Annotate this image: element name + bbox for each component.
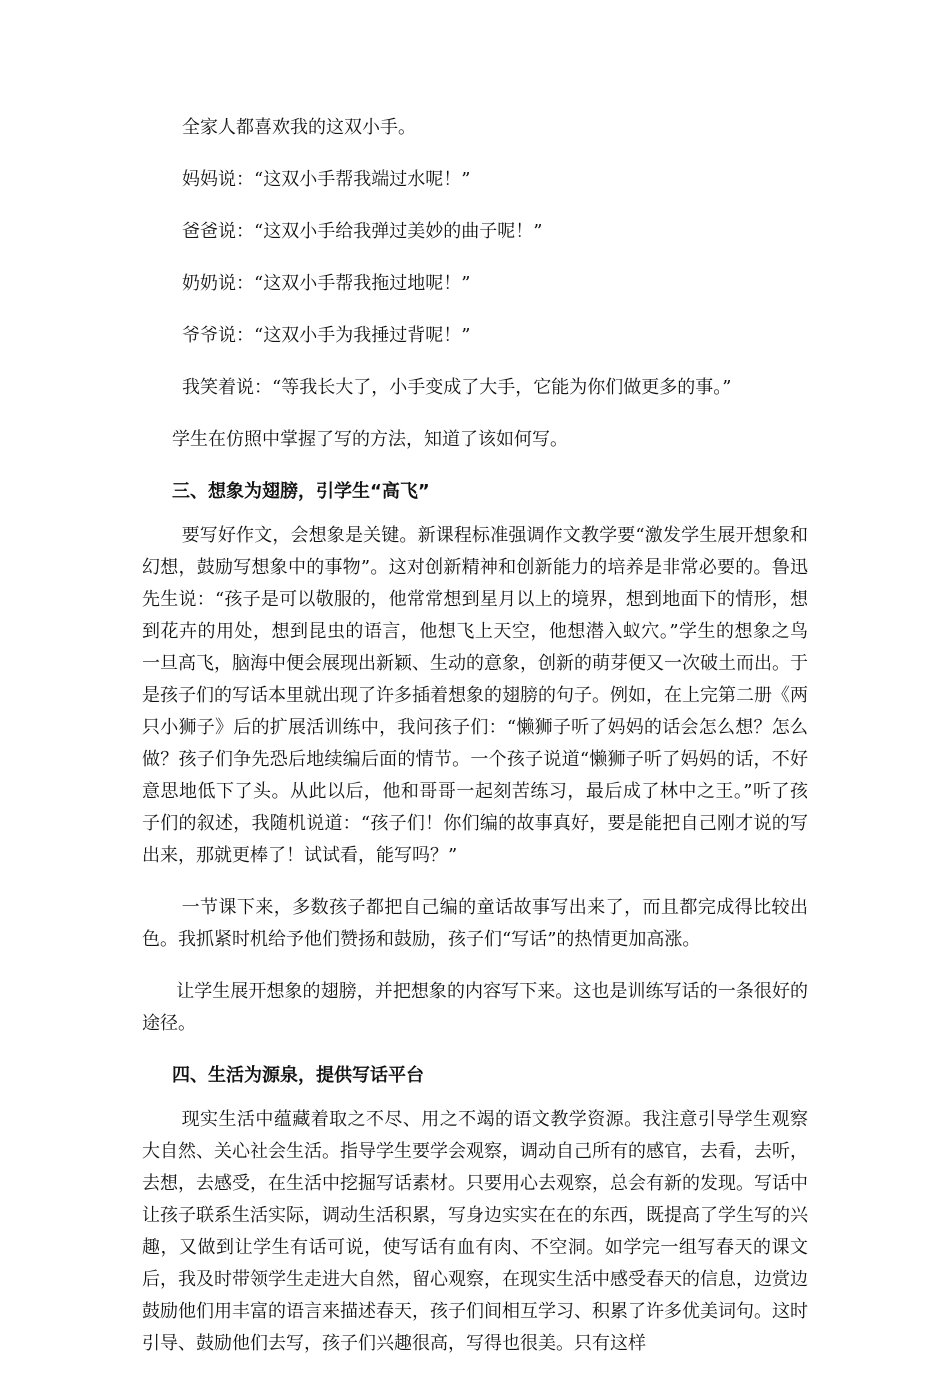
section-heading: 三、想象为翅膀，引学生“高飞” [172,481,430,502]
paragraph: 让学生展开想象的翅膀，并把想象的内容写下来。这也是训练写话的一条很好的途径。 [142,981,808,1034]
dialog-line: 奶奶说：“这双小手帮我拖过地呢！” [182,273,471,294]
dialog-line: 爸爸说：“这双小手给我弹过美妙的曲子呢！” [182,221,543,242]
summary-line: 学生在仿照中掌握了写的方法，知道了该如何写。 [172,429,568,450]
paragraph: 要写好作文，会想象是关键。新课程标准强调作文教学要“激发学生展开想象和幻想，鼓励写想象中的事物”。这对创新精神和创新能力的培养是非常必要的。鲁迅先生说：“孩子是可以敬服的，他常常想到星月以上的境界，想到地面下的情形，想到花卉的用处，想到昆虫的语言，他想飞上天空，他想潜入蚁穴。”学生的想象之鸟一旦高飞，脑海中便会展现出新颖、生动的意象，创新的萌芽便又一次破土而出。于是孩子们的写话本里就出现了许多插着想象的翅膀的句子。例如，在上完第二册《两只小狮子》后的扩展活训练中，我问孩子们：“懒狮子听了妈妈的话会怎么想？怎么做？孩子们争先恐后地续编后面的情节。一个孩子说道“懒狮子听了妈妈的话，不好意思地低下了头。从此以后，他和哥哥一起刻苦练习，最后成了林中之王。”听了孩子们的叙述，我随机说道：“孩子们！你们编的故事真好，要是能把自己刚才说的写出来，那就更棒了！试试看，能写吗？” [142,525,808,866]
paragraph: 现实生活中蕴藏着取之不尽、用之不竭的语文教学资源。我注意引导学生观察大自然、关心社会生活。指导学生要学会观察，调动自己所有的感官，去看，去听，去想，去感受，在生活中挖掘写话素材。只要用心去观察，总会有新的发现。写话中让孩子联系生活实际，调动生活积累，写身边实实在在的东西，既提高了学生写的兴趣，又做到让学生有话可说，使写话有血有肉、不空洞。如学完一组写春天的课文后，我及时带领学生走进大自然，留心观察，在现实生活中感受春天的信息，边赏边鼓励他们用丰富的语言来描述春天，孩子们间相互学习、积累了许多优美词句。这时引导、鼓励他们去写，孩子们兴趣很高，写得也很美。只有这样 [142,1109,808,1354]
dialog-line: 全家人都喜欢我的这双小手。 [182,117,416,138]
section-heading: 四、生活为源泉，提供写话平台 [172,1065,424,1086]
paragraph: 一节课下来，多数孩子都把自己编的童话故事写出来了，而且都完成得比较出色。我抓紧时机给予他们赞扬和鼓励，孩子们“写话”的热情更加高涨。 [142,897,808,950]
document-page [142,112,808,1380]
dialog-line: 爷爷说：“这双小手为我捶过背呢！” [182,325,471,346]
dialog-line: 妈妈说：“这双小手帮我端过水呢！” [182,169,471,190]
dialog-line: 我笑着说：“等我长大了，小手变成了大手，它能为你们做更多的事。” [182,377,732,398]
